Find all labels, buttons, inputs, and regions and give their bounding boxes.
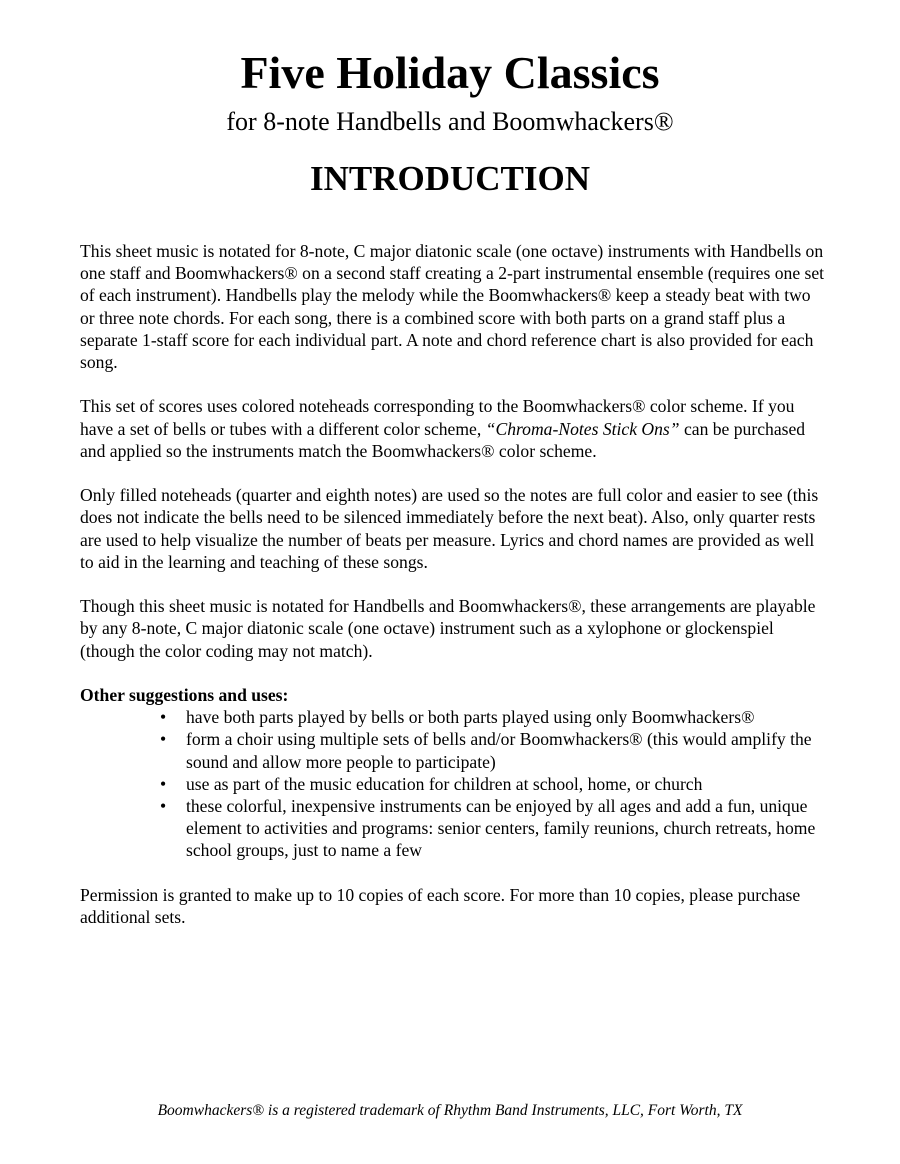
list-item [160, 728, 825, 772]
paragraph-notation: This sheet music is notated for 8-note, C major diatonic scale (one octave) instruments with Handbells on one staff and Boomwhackers® on a second staff creating a 2-part instrumental ensemble (requires one set of each instrument). Handbells play the melody while the Boomwhackers® keep a steady beat with two or three note chords. For each song, there is a combined score with both parts on a grand staff plus a separate 1-staff score for each individual part. A note and chord reference chart is also provided for each song. [80, 241, 825, 373]
bullet-icon: • [160, 707, 167, 728]
suggestions-title: Other suggestions and uses: [80, 685, 289, 705]
paragraph-permission: Permission is granted to make up to 10 copies of each score. For more than 10 copies, please purchase additional sets. [80, 884, 801, 928]
paragraph-noteheads: Only filled noteheads (quarter and eighth notes) are used so the notes are full color and easier to see (this does not indicate the bells need to be silenced immediately before the next beat). Also, only quarter rests are used to help visualize the number of beats per measure. Lyrics and chord names are provided as well to aid in the learning and teaching of these songs. [80, 485, 819, 572]
section-heading: INTRODUCTION [309, 159, 591, 198]
paragraph-other-instruments: Though this sheet music is notated for Handbells and Boomwhackers®, these arrangements are playable by any 8-note, C major diatonic scale (one octave) instrument such as a xylophone or glockenspiel (though the color coding may not match). [80, 596, 816, 661]
list-item-text: have both parts played by bells or both parts played using only Boomwhackers® [186, 707, 755, 728]
list-item-text: form a choir using multiple sets of bells and/or Boomwhackers® (this would amplify the sound and allow more people to participate) [186, 729, 812, 772]
bullet-icon: • [160, 729, 167, 750]
list-item [160, 773, 825, 795]
document-body [80, 240, 825, 950]
document-title: Five Holiday Classics [240, 47, 660, 98]
paragraph-color-scheme-text-1: This set of scores uses colored noteheads corresponding to the Boomwhackers® color scheme. If you have a set of bells or tubes with a different color scheme, [80, 396, 795, 439]
list-item-text: these colorful, inexpensive instruments can be enjoyed by all ages and add a fun, unique element to activities and programs: senior centers, family reunions, church retreats, home school groups, just to name a few [186, 796, 816, 861]
document-subtitle: for 8-note Handbells and Boomwhackers® [226, 107, 674, 136]
list-item [160, 795, 825, 862]
list-item [160, 706, 825, 728]
paragraph-color-scheme-text-2: can be purchased and applied so the instruments match the Boomwhackers® color scheme. [80, 418, 806, 461]
chroma-notes-product-name: “Chroma-Notes Stick Ons” [485, 418, 680, 439]
suggestions-list [80, 706, 825, 861]
paragraph-color-scheme [80, 395, 825, 462]
bullet-icon: • [160, 773, 167, 794]
bullet-icon: • [160, 796, 167, 817]
trademark-footer: Boomwhackers® is a registered trademark of Rhythm Band Instruments, LLC, Fort Worth, TX [157, 1102, 743, 1119]
list-item-text: use as part of the music education for children at school, home, or church [186, 773, 703, 794]
